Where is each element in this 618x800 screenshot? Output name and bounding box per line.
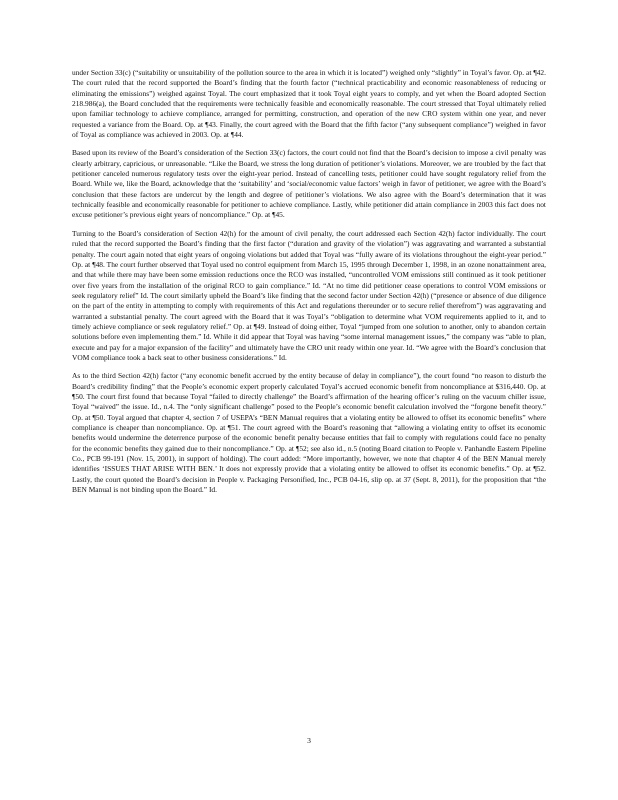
paragraph-4: As to the third Section 42(h) factor (“any economic benefit accrued by the entity because of delay in compliance”), the court found “no reason to disturb the Board’s credibility finding” that the People’s economic expert properly calculated Toyal’s accrued economic benefit from noncompliance at $316,440. Op. at ¶50. The court first found that because Toyal “failed to directly challenge” the Board’s affirmation of the hearing officer’s ruling on the vacuum chiller issue, Toyal “waived” the issue. Id., n.4. The “only significant challenge” posed to the People’s economic benefit calculation involved the “forgone benefit theory.” Op. at ¶50. Toyal argued that chapter 4, section 7 of USEPA’s “BEN Manual requires that a violating entity be allowed to offset its economic benefits” where compliance is cheaper than noncompliance. Op. at ¶51. The court agreed with the Board’s reasoning that “allowing a violating entity to offset its economic benefits would undermine the deterrence purpose of the economic benefit penalty because entities that fail to comply with regulations could face no penalty for the economic benefits they gained due to their noncompliance.” Op. at ¶52; see also id., n.5 (noting Board citation to People v. Panhandle Eastern Pipeline Co., PCB 99-191 (Nov. 15, 2001), in support of holding). The court added: “More importantly, however, we note that chapter 4 of the BEN Manual merely identifies ‘ISSUES THAT ARISE WITH BEN.’ It does not expressly provide that a violating entity be allowed to offset its economic benefits.” Op. at ¶52. Lastly, the court quoted the Board’s decision in People v. Packaging Personified, Inc., PCB 04-16, slip op. at 37 (Sept. 8, 2011), for the proposition that “the BEN Manual is not binding upon the Board.” Id. xyxy=(72,371,546,495)
page-number: 3 xyxy=(307,736,311,745)
paragraph-1: under Section 33(c) (“suitability or unsuitability of the pollution source to the area in which it is located”) weighed only “slightly” in Toyal’s favor. Op. at ¶42. The court ruled that the record supported the Board’s finding that the fourth factor (“technical practicability and economic reasonableness of reducing or eliminating the emissions”) weighed against Toyal. The court emphasized that it took Toyal eight years to comply, and yet when the Board adopted Section 218.986(a), the Board concluded that the requirements were technically feasible and economically reasonable. The court stressed that Toyal ultimately relied upon familiar technology to achieve compliance, arranged for permitting, construction, and operation of the new CRO system within one year, and never requested a variance from the Board. Op. at ¶43. Finally, the court agreed with the Board that the fifth factor (“any subsequent compliance”) weighed in favor of Toyal as compliance was achieved in 2003. Op. at ¶44. xyxy=(72,68,546,140)
paragraph-2: Based upon its review of the Board’s consideration of the Section 33(c) factors, the court could not find that the Board’s decision to impose a civil penalty was clearly arbitrary, capricious, or unreasonable. “Like the Board, we stress the long duration of petitioner’s violations. Moreover, we are troubled by the fact that petitioner canceled numerous regulatory tests over the eight-year period. Instead of cancelling tests, petitioner could have sought regulatory relief from the Board. While we, like the Board, acknowledge that the ‘suitability’ and ‘social/economic value factors’ weigh in favor of petitioner, we agree with the Board’s conclusion that these factors are undercut by the length and degree of petitioner’s violations. We also agree with the Board’s determination that it was technically feasible and economically reasonable for petitioner to achieve compliance. Lastly, while petitioner did attain compliance in 2003 this fact does not excuse petitioner’s previous eight years of noncompliance.” Op. at ¶45. xyxy=(72,148,546,220)
body-text xyxy=(72,68,546,503)
paragraph-3: Turning to the Board’s consideration of Section 42(h) for the amount of civil penalty, the court addressed each Section 42(h) factor individually. The court ruled that the record supported the Board’s finding that the first factor (“duration and gravity of the violation”) was aggravating and warranted a substantial penalty. The court again noted that eight years of ongoing violations but added that Toyal was “fully aware of its violations throughout the eight-year period.” Op. at ¶48. The court further observed that Toyal used no control equipment from March 15, 1995 through December 1, 1998, in an ozone nonattainment area, and that while there may have been some emission reductions once the RCO was installed, “uncontrolled VOM emissions still continued as it took petitioner over five years from the installation of the original RCO to gain compliance.” Id. “At no time did petitioner cease operations to control VOM emissions or seek regulatory relief” Id. The court similarly upheld the Board’s like finding that the second factor under Section 42(h) (“presence or absence of due diligence on the part of the entity in attempting to comply with requirements of this Act and regulations thereunder or to secure relief therefrom”) was aggravating and warranted a substantial penalty. The court agreed with the Board that it was Toyal’s “obligation to determine what VOM requirements applied to it, and to timely achieve compliance or seek regulatory relief.” Op. at ¶49. Instead of doing either, Toyal “jumped from one solution to another, only to abandon certain solutions before even implementing them.” Id. While it did appear that Toyal was having “some internal management issues,” the company was “able to plan, execute and pay for a major expansion of the facility” and ultimately have the CRO unit ready within one year. Id. “We agree with the Board’s conclusion that VOM compliance took a back seat to other business considerations.” Id. xyxy=(72,228,546,362)
